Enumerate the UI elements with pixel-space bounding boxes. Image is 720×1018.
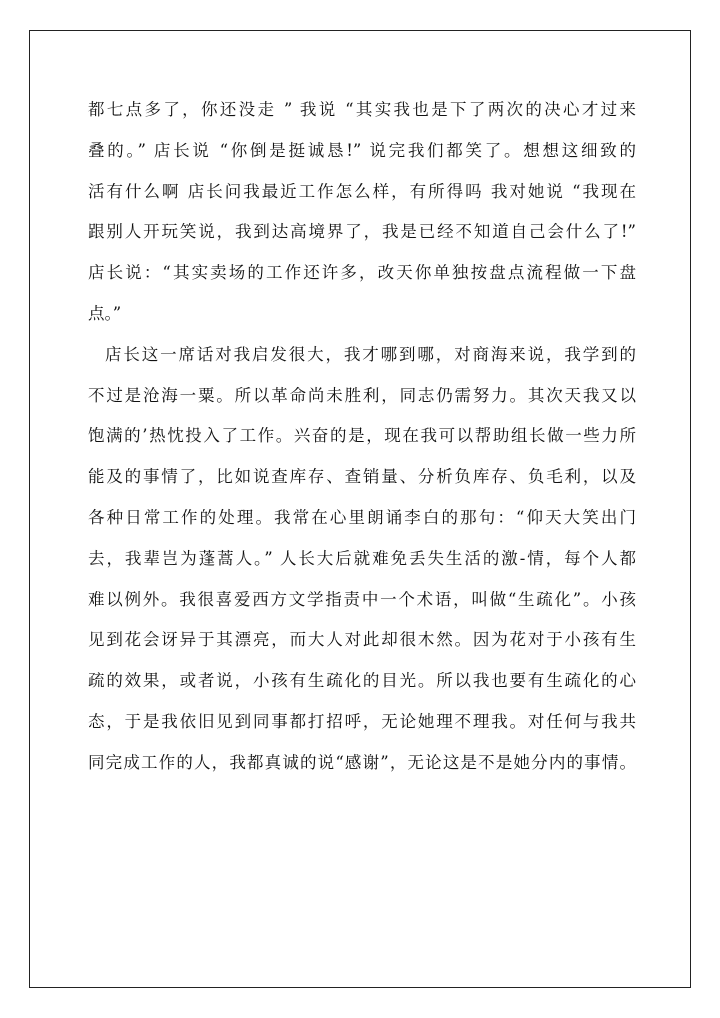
text-line-17: 同完成工作的人，我都真诚的说“感谢”，无论这是不是她分内的事情。 [88, 752, 636, 772]
text-line-12: 去，我辈岂为蓬蒿人。” 人长大后就难免丢失生活的激-情，每个人都 [88, 548, 636, 568]
text-line-5: 店长说：“其实卖场的工作还许多，改天你单独按盘点流程做一下盘 [88, 263, 636, 283]
text-line-6: 点。” [88, 303, 122, 323]
text-line-16: 态，于是我依旧见到同事都打招呼，无论她理不理我。对任何与我共 [88, 711, 636, 731]
text-line-8: 不过是沧海一粟。所以革命尚未胜利，同志仍需努力。其次天我又以 [88, 385, 636, 405]
text-line-11: 各种日常工作的处理。我常在心里朗诵李白的那句：“仰天大笑出门 [88, 507, 636, 527]
text-line-14: 见到花会讶异于其漂亮，而大人对此却很木然。因为花对于小孩有生 [88, 630, 636, 650]
text-line-2: 叠的。” 店长说 “你倒是挺诚恳!” 说完我们都笑了。想想这细致的 [88, 140, 636, 160]
document-body [88, 94, 636, 788]
text-line-4: 跟别人开玩笑说，我到达高境界了，我是已经不知道自己会什么了!” [88, 222, 636, 242]
text-line-3: 活有什么啊 店长问我最近工作怎么样，有所得吗 我对她说 “我现在 [88, 181, 636, 201]
text-line-15: 疏的效果，或者说，小孩有生疏化的目光。所以我也要有生疏化的心 [88, 671, 636, 691]
text-line-10: 能及的事情了，比如说查库存、查销量、分析负库存、负毛利，以及 [88, 467, 636, 487]
text-line-1: 都七点多了，你还没走 ” 我说 “其实我也是下了两次的决心才过来 [88, 100, 636, 119]
text-line-7: 店长这一席话对我启发很大，我才哪到哪，对商海来说，我学到的 [105, 344, 636, 364]
text-line-9: 饱满的’热忱投入了工作。兴奋的是，现在我可以帮助组长做一些力所 [88, 426, 636, 446]
text-line-13: 难以例外。我很喜爱西方文学指责中一个术语，叫做“生疏化”。小孩 [88, 589, 636, 609]
